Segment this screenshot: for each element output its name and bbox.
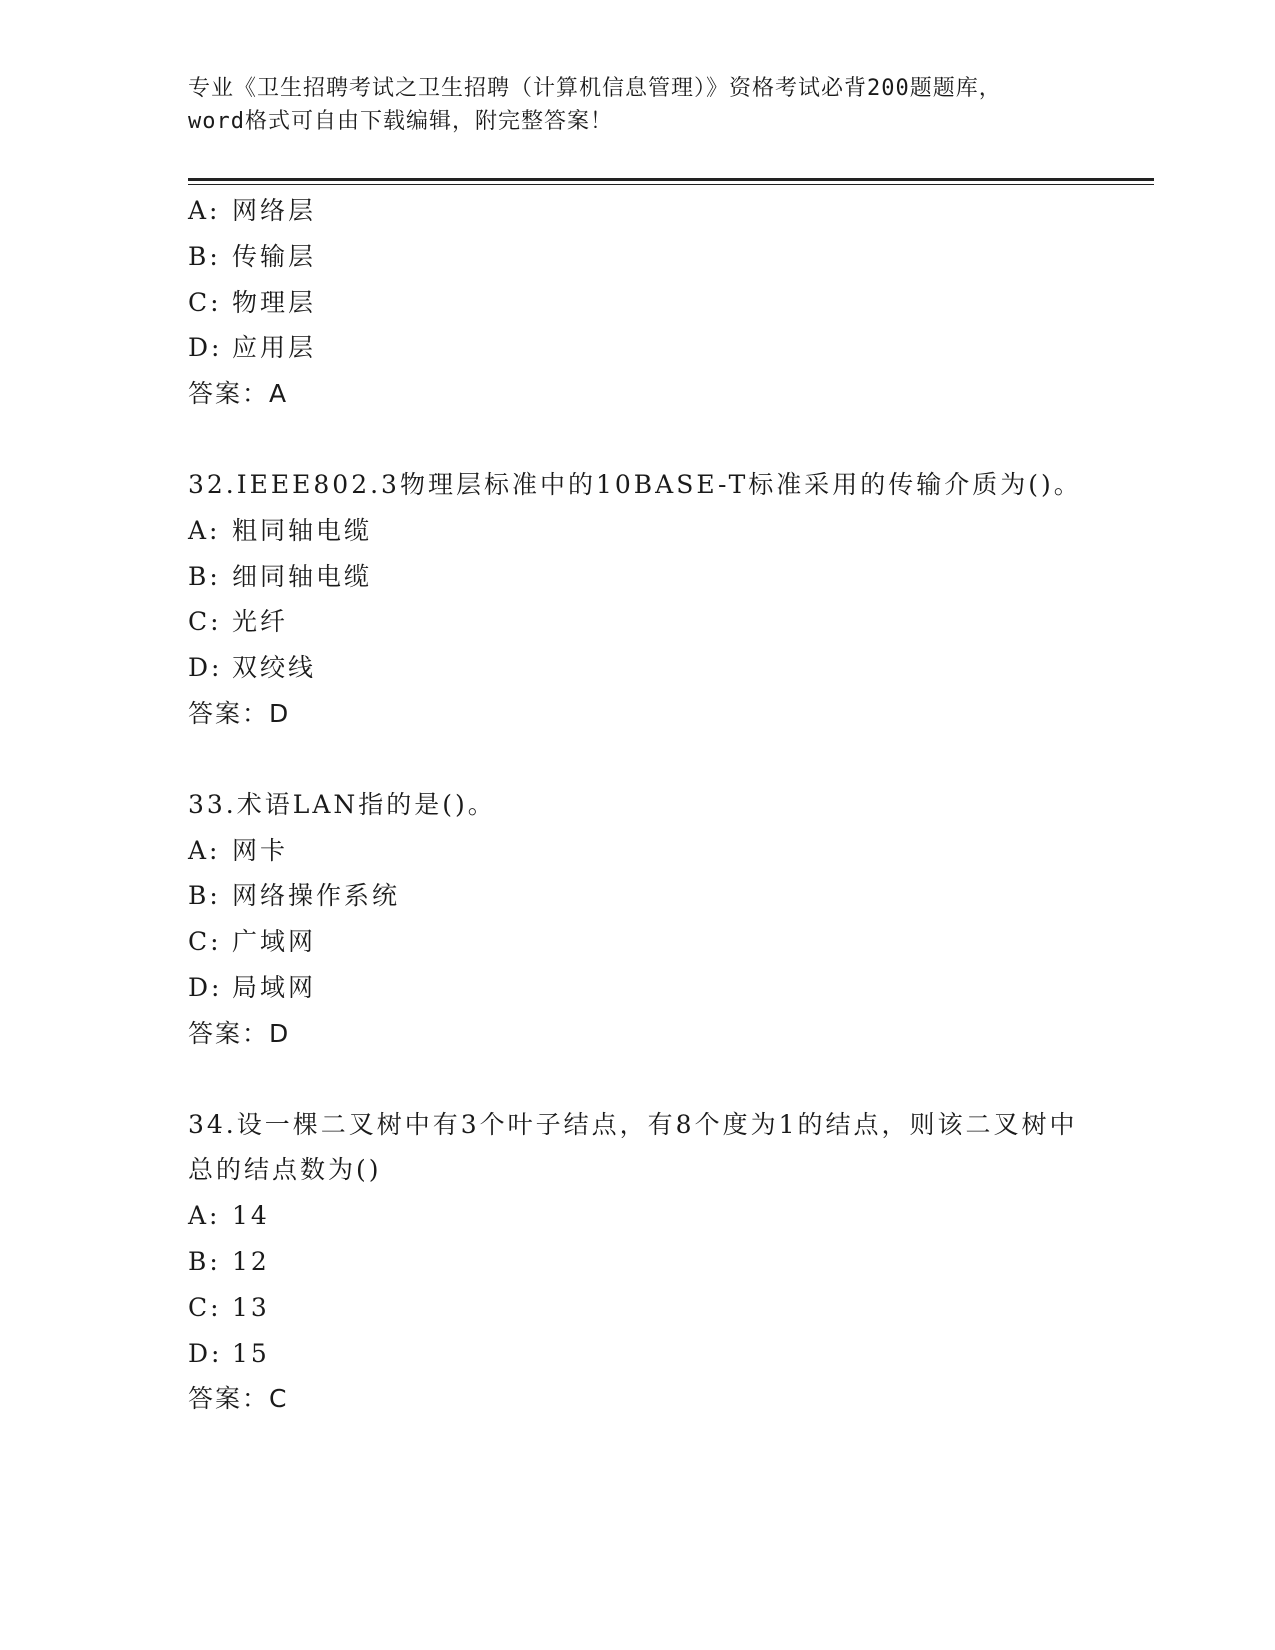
header-line-2: word格式可自由下载编辑，附完整答案！ [188,109,613,134]
option-c [188,280,1088,326]
option-text: 粗同轴电缆 [232,515,373,545]
header-rule-thick [188,178,1154,181]
option-a [188,188,1088,234]
header-rule-thin [188,184,1154,185]
question-block-33 [188,782,1088,1057]
answer-line: 答案：A [188,379,289,409]
option-b [188,234,1088,280]
option-label: C: [188,1292,222,1322]
option-label: D: [188,972,223,1002]
option-label: D: [188,1338,223,1368]
option-text: 网络层 [232,196,317,225]
option-text: 13 [232,1292,270,1322]
option-label: C: [188,287,222,317]
question-list [188,188,1088,1422]
option-c [188,919,1088,965]
option-label: A: [188,515,221,545]
answer-line: 答案：D [188,1018,291,1048]
option-text: 细同轴电缆 [232,561,373,591]
block-spacer [188,737,1088,782]
option-d [188,965,1088,1011]
option-label: A: [188,1201,221,1231]
option-label: D: [188,333,223,363]
option-d [188,645,1088,691]
option-label: B: [188,1246,221,1276]
option-label: B: [188,881,221,911]
option-text: 广域网 [232,927,317,957]
block-spacer [188,417,1088,462]
option-d [188,325,1088,371]
option-a [188,1193,1088,1239]
option-label: B: [188,241,221,271]
option-label: C: [188,927,222,957]
option-text: 15 [232,1338,270,1368]
answer-line: 答案：C [188,1384,289,1414]
document-header [188,72,1088,138]
question-block-34 [188,1102,1088,1423]
option-label: A: [188,835,221,865]
question-text: 33.术语LAN指的是()。 [188,789,496,819]
option-c [188,599,1088,645]
question-text: 34.设一棵二叉树中有3个叶子结点，有8个度为1的结点，则该二叉树中总的结点数为() [188,1109,1078,1185]
option-b [188,873,1088,919]
option-text: 物理层 [232,287,317,317]
option-d [188,1331,1088,1377]
option-label: D: [188,653,223,683]
answer-line: 答案：D [188,698,291,728]
option-b [188,1239,1088,1285]
option-a [188,828,1088,874]
option-text: 网卡 [232,835,289,865]
option-a [188,508,1088,554]
question-block-32 [188,462,1088,737]
option-text: 光纤 [232,607,289,637]
question-text: 32.IEEE802.3物理层标准中的10BASE-T标准采用的传输介质为()。 [188,469,1082,499]
header-line-1: 专业《卫生招聘考试之卫生招聘（计算机信息管理）》资格考试必背200题题库， [188,76,1002,101]
option-c [188,1285,1088,1331]
option-text: 网络操作系统 [232,881,401,911]
option-text: 传输层 [232,241,317,271]
option-text: 局域网 [232,972,317,1002]
option-text: 12 [232,1246,270,1276]
option-text: 双绞线 [232,653,317,683]
option-text: 应用层 [232,333,317,363]
option-b [188,554,1088,600]
option-text: 14 [232,1201,270,1231]
block-spacer [188,1057,1088,1102]
option-label: C: [188,607,222,637]
option-label: B: [188,561,221,591]
question-block-31 [188,188,1088,417]
option-label: A: [188,196,221,225]
